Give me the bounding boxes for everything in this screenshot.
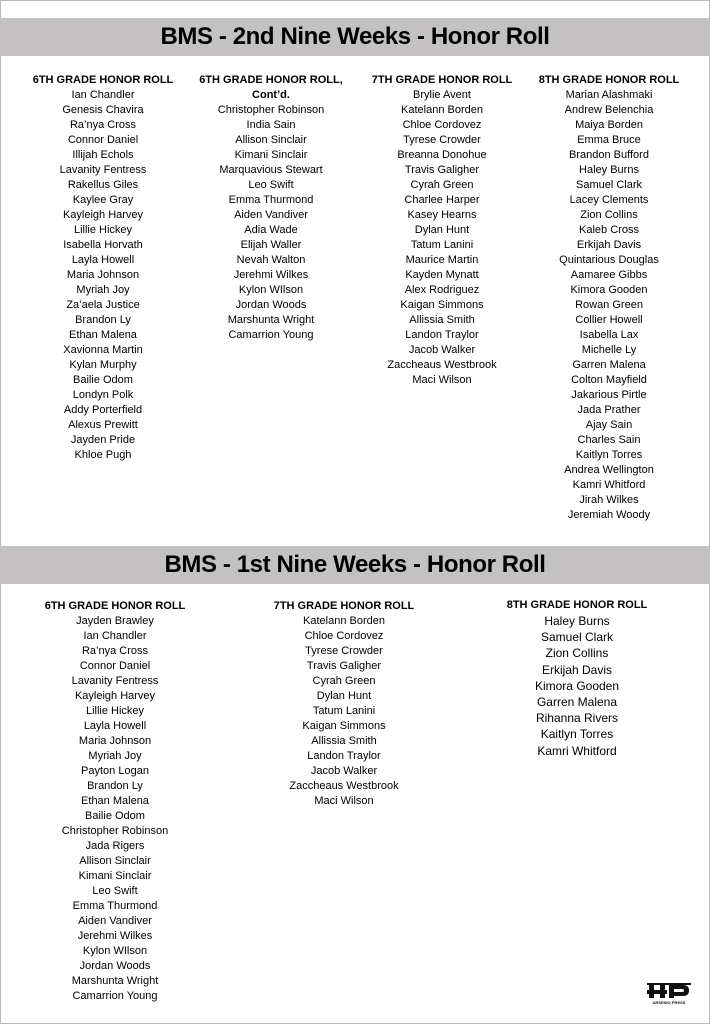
honor-roll-student-name: Kylon WIlson [238, 284, 304, 296]
honor-roll-student-name: Kaleb Cross [579, 224, 639, 236]
honor-roll-student-name: Kaitlyn Torres [540, 727, 614, 742]
column-heading: 6TH GRADE HONOR ROLL [44, 600, 186, 612]
honor-roll-student-name: Allison Sinclair [235, 134, 307, 146]
honor-roll-student-name: Samuel Clark [540, 630, 614, 645]
honor-roll-student-name: Garren Malena [572, 359, 646, 371]
second-nine-weeks-title: BMS - 2nd Nine Weeks - Honor Roll [0, 18, 710, 56]
honor-roll-student-name: Brandon Bufford [569, 149, 649, 161]
honor-roll-student-name: Kimani Sinclair [78, 870, 152, 882]
honor-roll-student-name: Aiden Vandiver [78, 915, 152, 927]
honor-roll-student-name: Lillie Hickey [73, 224, 133, 236]
second-nine-weeks-6th-grade-contd-column [186, 73, 356, 343]
honor-roll-student-name: Jada Rigers [85, 840, 145, 852]
honor-roll-student-name: Ethan Malena [81, 795, 149, 807]
honor-roll-student-name: Haley Burns [544, 614, 610, 628]
honor-roll-student-name: Tatum Lanini [312, 705, 376, 717]
honor-roll-student-name: Alexus Prewitt [68, 419, 138, 431]
honor-roll-student-name: Genesis Chavira [62, 104, 144, 116]
honor-roll-student-name: Zion Collins [580, 209, 638, 221]
honor-roll-student-name: Bailie Odom [73, 374, 133, 386]
honor-roll-student-name: Chloe Cordovez [402, 119, 482, 131]
honor-roll-student-name: Kasey Hearns [407, 209, 477, 221]
honor-roll-student-name: Adia Wade [244, 224, 298, 236]
column-heading: 6TH GRADE HONOR ROLL [32, 74, 174, 86]
first-nine-weeks-8th-grade-column [482, 598, 672, 759]
honor-roll-student-name: Katelann Borden [303, 615, 385, 627]
honor-roll-student-name: India Sain [246, 119, 296, 131]
column-heading: 7TH GRADE HONOR ROLL [273, 600, 415, 612]
honor-roll-student-name: Landon Traylor [405, 329, 479, 341]
honor-roll-student-name: Jerehmi Wilkes [233, 269, 309, 281]
honor-roll-student-name: Kylan Murphy [69, 359, 137, 371]
second-nine-weeks-8th-grade-column [524, 73, 694, 523]
honor-roll-student-name: Dylan Hunt [316, 690, 372, 702]
column-heading: 7TH GRADE HONOR ROLL [371, 74, 513, 86]
honor-roll-student-name: Zaccheaus Westbrook [387, 359, 497, 371]
honor-roll-student-name: Layla Howell [83, 720, 147, 732]
honor-roll-student-name: Allissia Smith [311, 735, 377, 747]
honor-roll-student-name: Lavanity Fentress [59, 164, 147, 176]
honor-roll-student-name: Tatum Lanini [410, 239, 474, 251]
honor-roll-student-name: Connor Daniel [79, 660, 151, 672]
honor-roll-student-name: Aiden Vandiver [234, 209, 308, 221]
honor-roll-student-name: Camarrion Young [228, 329, 314, 341]
honor-roll-student-name: Emma Thurmond [72, 900, 158, 912]
honor-roll-student-name: Rowan Green [575, 299, 643, 311]
honor-roll-student-name: Isabella Horvath [63, 239, 143, 251]
honor-roll-student-name: Kaitlyn Torres [575, 449, 643, 461]
honor-roll-student-name: Leo Swift [92, 885, 138, 897]
honor-roll-student-name: Jacob Walker [408, 344, 476, 356]
honor-roll-student-name: Ra’nya Cross [81, 645, 149, 657]
honor-roll-student-name: Nevah Walton [236, 254, 306, 266]
honor-roll-student-name: Kimani Sinclair [234, 149, 308, 161]
honor-roll-student-name: Collier Howell [575, 314, 643, 326]
name-list [524, 88, 694, 523]
honor-roll-student-name: Erkijah Davis [576, 239, 642, 251]
honor-roll-student-name: Marquavious Stewart [219, 164, 323, 176]
honor-roll-student-name: Andrew Belenchia [564, 104, 654, 116]
honor-roll-student-name: Jeremiah Woody [567, 509, 651, 521]
honor-roll-student-name: Maci Wilson [412, 374, 472, 386]
honor-roll-student-name: Kayleigh Harvey [62, 209, 144, 221]
second-nine-weeks-7th-grade-column [357, 73, 527, 388]
honor-roll-student-name: Kimora Gooden [534, 678, 620, 693]
honor-roll-student-name: Isabella Lax [579, 329, 639, 341]
honor-roll-student-name: Chloe Cordovez [304, 630, 384, 642]
honor-roll-student-name: Jacob Walker [310, 765, 378, 777]
honor-roll-student-name: Rakellus Giles [67, 179, 139, 191]
honor-roll-student-name: Khloe Pugh [74, 449, 132, 461]
honor-roll-student-name: Andrea Wellington [564, 464, 654, 476]
honor-roll-student-name: Kamri Whitford [537, 743, 617, 758]
honor-roll-student-name: Jirah Wilkes [579, 494, 639, 506]
honor-roll-student-name: Jakarious Pirtle [571, 389, 647, 401]
honor-roll-student-name: Kimora Gooden [570, 284, 648, 296]
honor-roll-student-name: Samuel Clark [575, 179, 643, 191]
honor-roll-student-name: Illijah Echols [72, 149, 134, 161]
honor-roll-student-name: Rihanna Rivers [535, 711, 619, 726]
honor-roll-student-name: Tyrese Crowder [403, 134, 481, 146]
honor-roll-student-name: Christopher Robinson [61, 825, 169, 837]
honor-roll-student-name: Brandon Ly [75, 314, 131, 326]
column-heading: 6TH GRADE HONOR ROLL, Cont’d. [199, 74, 343, 101]
first-nine-weeks-6th-grade-column [20, 599, 210, 1004]
honor-roll-student-name: Travis Galigher [306, 660, 382, 672]
honor-roll-student-name: Allissia Smith [409, 314, 475, 326]
honor-roll-student-name: Michelle Ly [581, 344, 637, 356]
honor-roll-student-name: Lillie Hickey [85, 705, 145, 717]
honor-roll-student-name: Landon Traylor [307, 750, 381, 762]
honor-roll-student-name: Layla Howell [71, 254, 135, 266]
name-list [249, 614, 439, 809]
honor-roll-student-name: Garren Malena [536, 695, 618, 710]
honor-roll-student-name: Brylie Avent [413, 89, 471, 101]
name-list [482, 613, 672, 759]
honor-roll-student-name: Lavanity Fentress [71, 675, 159, 687]
honor-roll-student-name: Katelann Borden [401, 104, 483, 116]
honor-roll-student-name: Kaylee Gray [72, 194, 134, 206]
honor-roll-student-name: Zion Collins [545, 646, 609, 661]
honor-roll-student-name: Lacey Clements [569, 194, 649, 206]
honor-roll-student-name: Zaccheaus Westbrook [289, 780, 399, 792]
honor-roll-student-name: Ian Chandler [83, 630, 147, 642]
honor-roll-student-name: Tyrese Crowder [305, 645, 383, 657]
honor-roll-student-name: Cyrah Green [312, 675, 376, 687]
honor-roll-student-name: Emma Thurmond [228, 194, 314, 206]
honor-roll-student-name: Kylon WIlson [82, 945, 148, 957]
logo-text: ARSENIO PRESS [652, 1000, 686, 1005]
column-heading: 8TH GRADE HONOR ROLL [538, 74, 680, 86]
honor-roll-student-name: Myriah Joy [88, 750, 142, 762]
honor-roll-student-name: Jordan Woods [79, 960, 151, 972]
name-list [186, 103, 356, 343]
honor-roll-student-name: Breanna Donohue [397, 149, 487, 161]
honor-roll-student-name: Jayden Brawley [76, 615, 154, 627]
first-nine-weeks-title: BMS - 1st Nine Weeks - Honor Roll [0, 546, 710, 584]
honor-roll-student-name: Kayleigh Harvey [74, 690, 156, 702]
honor-roll-student-name: Travis Galigher [404, 164, 480, 176]
honor-roll-student-name: Maiya Borden [575, 119, 643, 131]
honor-roll-student-name: Ra’nya Cross [69, 119, 137, 131]
second-nine-weeks-6th-grade-column [18, 73, 188, 463]
honor-roll-student-name: Kaigan Simmons [400, 299, 484, 311]
column-heading: 8TH GRADE HONOR ROLL [506, 599, 648, 611]
honor-roll-student-name: Quintarious Douglas [559, 254, 659, 266]
honor-roll-student-name: Aamaree Gibbs [570, 269, 648, 281]
honor-roll-student-name: Payton Logan [81, 765, 149, 777]
honor-roll-student-name: Kaigan Simmons [302, 720, 386, 732]
honor-roll-student-name: Emma Bruce [577, 134, 641, 146]
honor-roll-student-name: Leo Swift [248, 179, 294, 191]
honor-roll-student-name: Ian Chandler [71, 89, 135, 101]
honor-roll-student-name: Kayden Mynatt [405, 269, 479, 281]
honor-roll-student-name: Brandon Ly [87, 780, 143, 792]
honor-roll-student-name: Maurice Martin [405, 254, 479, 266]
hp-logo-icon [647, 983, 695, 1005]
honor-roll-student-name: Za’aela Justice [66, 299, 140, 311]
name-list [20, 614, 210, 1004]
honor-roll-student-name: Jerehmi Wilkes [77, 930, 153, 942]
honor-roll-student-name: Charlee Harper [404, 194, 480, 206]
honor-roll-student-name: Maria Johnson [78, 735, 152, 747]
honor-roll-student-name: Elijah Waller [240, 239, 302, 251]
honor-roll-student-name: Myriah Joy [76, 284, 130, 296]
honor-roll-student-name: Christopher Robinson [217, 104, 325, 116]
honor-roll-student-name: Londyn Polk [72, 389, 134, 401]
honor-roll-student-name: Charles Sain [577, 434, 641, 446]
honor-roll-student-name: Bailie Odom [85, 810, 145, 822]
honor-roll-student-name: Marian Alashmaki [565, 89, 653, 101]
first-nine-weeks-7th-grade-column [249, 599, 439, 809]
honor-roll-student-name: Alex Rodriguez [404, 284, 480, 296]
honor-roll-student-name: Kamri Whitford [572, 479, 646, 491]
honor-roll-student-name: Marshunta Wright [227, 314, 315, 326]
honor-roll-student-name: Maci Wilson [314, 795, 374, 807]
honor-roll-student-name: Allison Sinclair [79, 855, 151, 867]
honor-roll-student-name: Erkijah Davis [541, 662, 613, 677]
honor-roll-student-name: Addy Porterfield [63, 404, 143, 416]
honor-roll-student-name: Marshunta Wright [71, 975, 159, 987]
honor-roll-student-name: Dylan Hunt [414, 224, 470, 236]
honor-roll-student-name: Cyrah Green [410, 179, 474, 191]
name-list [357, 88, 527, 388]
honor-roll-student-name: Colton Mayfield [571, 374, 647, 386]
honor-roll-student-name: Jayden Pride [70, 434, 136, 446]
honor-roll-student-name: Camarrion Young [72, 990, 158, 1002]
honor-roll-student-name: Jada Prather [577, 404, 641, 416]
honor-roll-student-name: Connor Daniel [67, 134, 139, 146]
honor-roll-student-name: Xavionna Martin [63, 344, 143, 356]
honor-roll-student-name: Jordan Woods [235, 299, 307, 311]
honor-roll-student-name: Maria Johnson [66, 269, 140, 281]
honor-roll-student-name: Ajay Sain [585, 419, 633, 431]
honor-roll-student-name: Haley Burns [579, 164, 639, 176]
name-list [18, 88, 188, 463]
honor-roll-student-name: Ethan Malena [69, 329, 137, 341]
